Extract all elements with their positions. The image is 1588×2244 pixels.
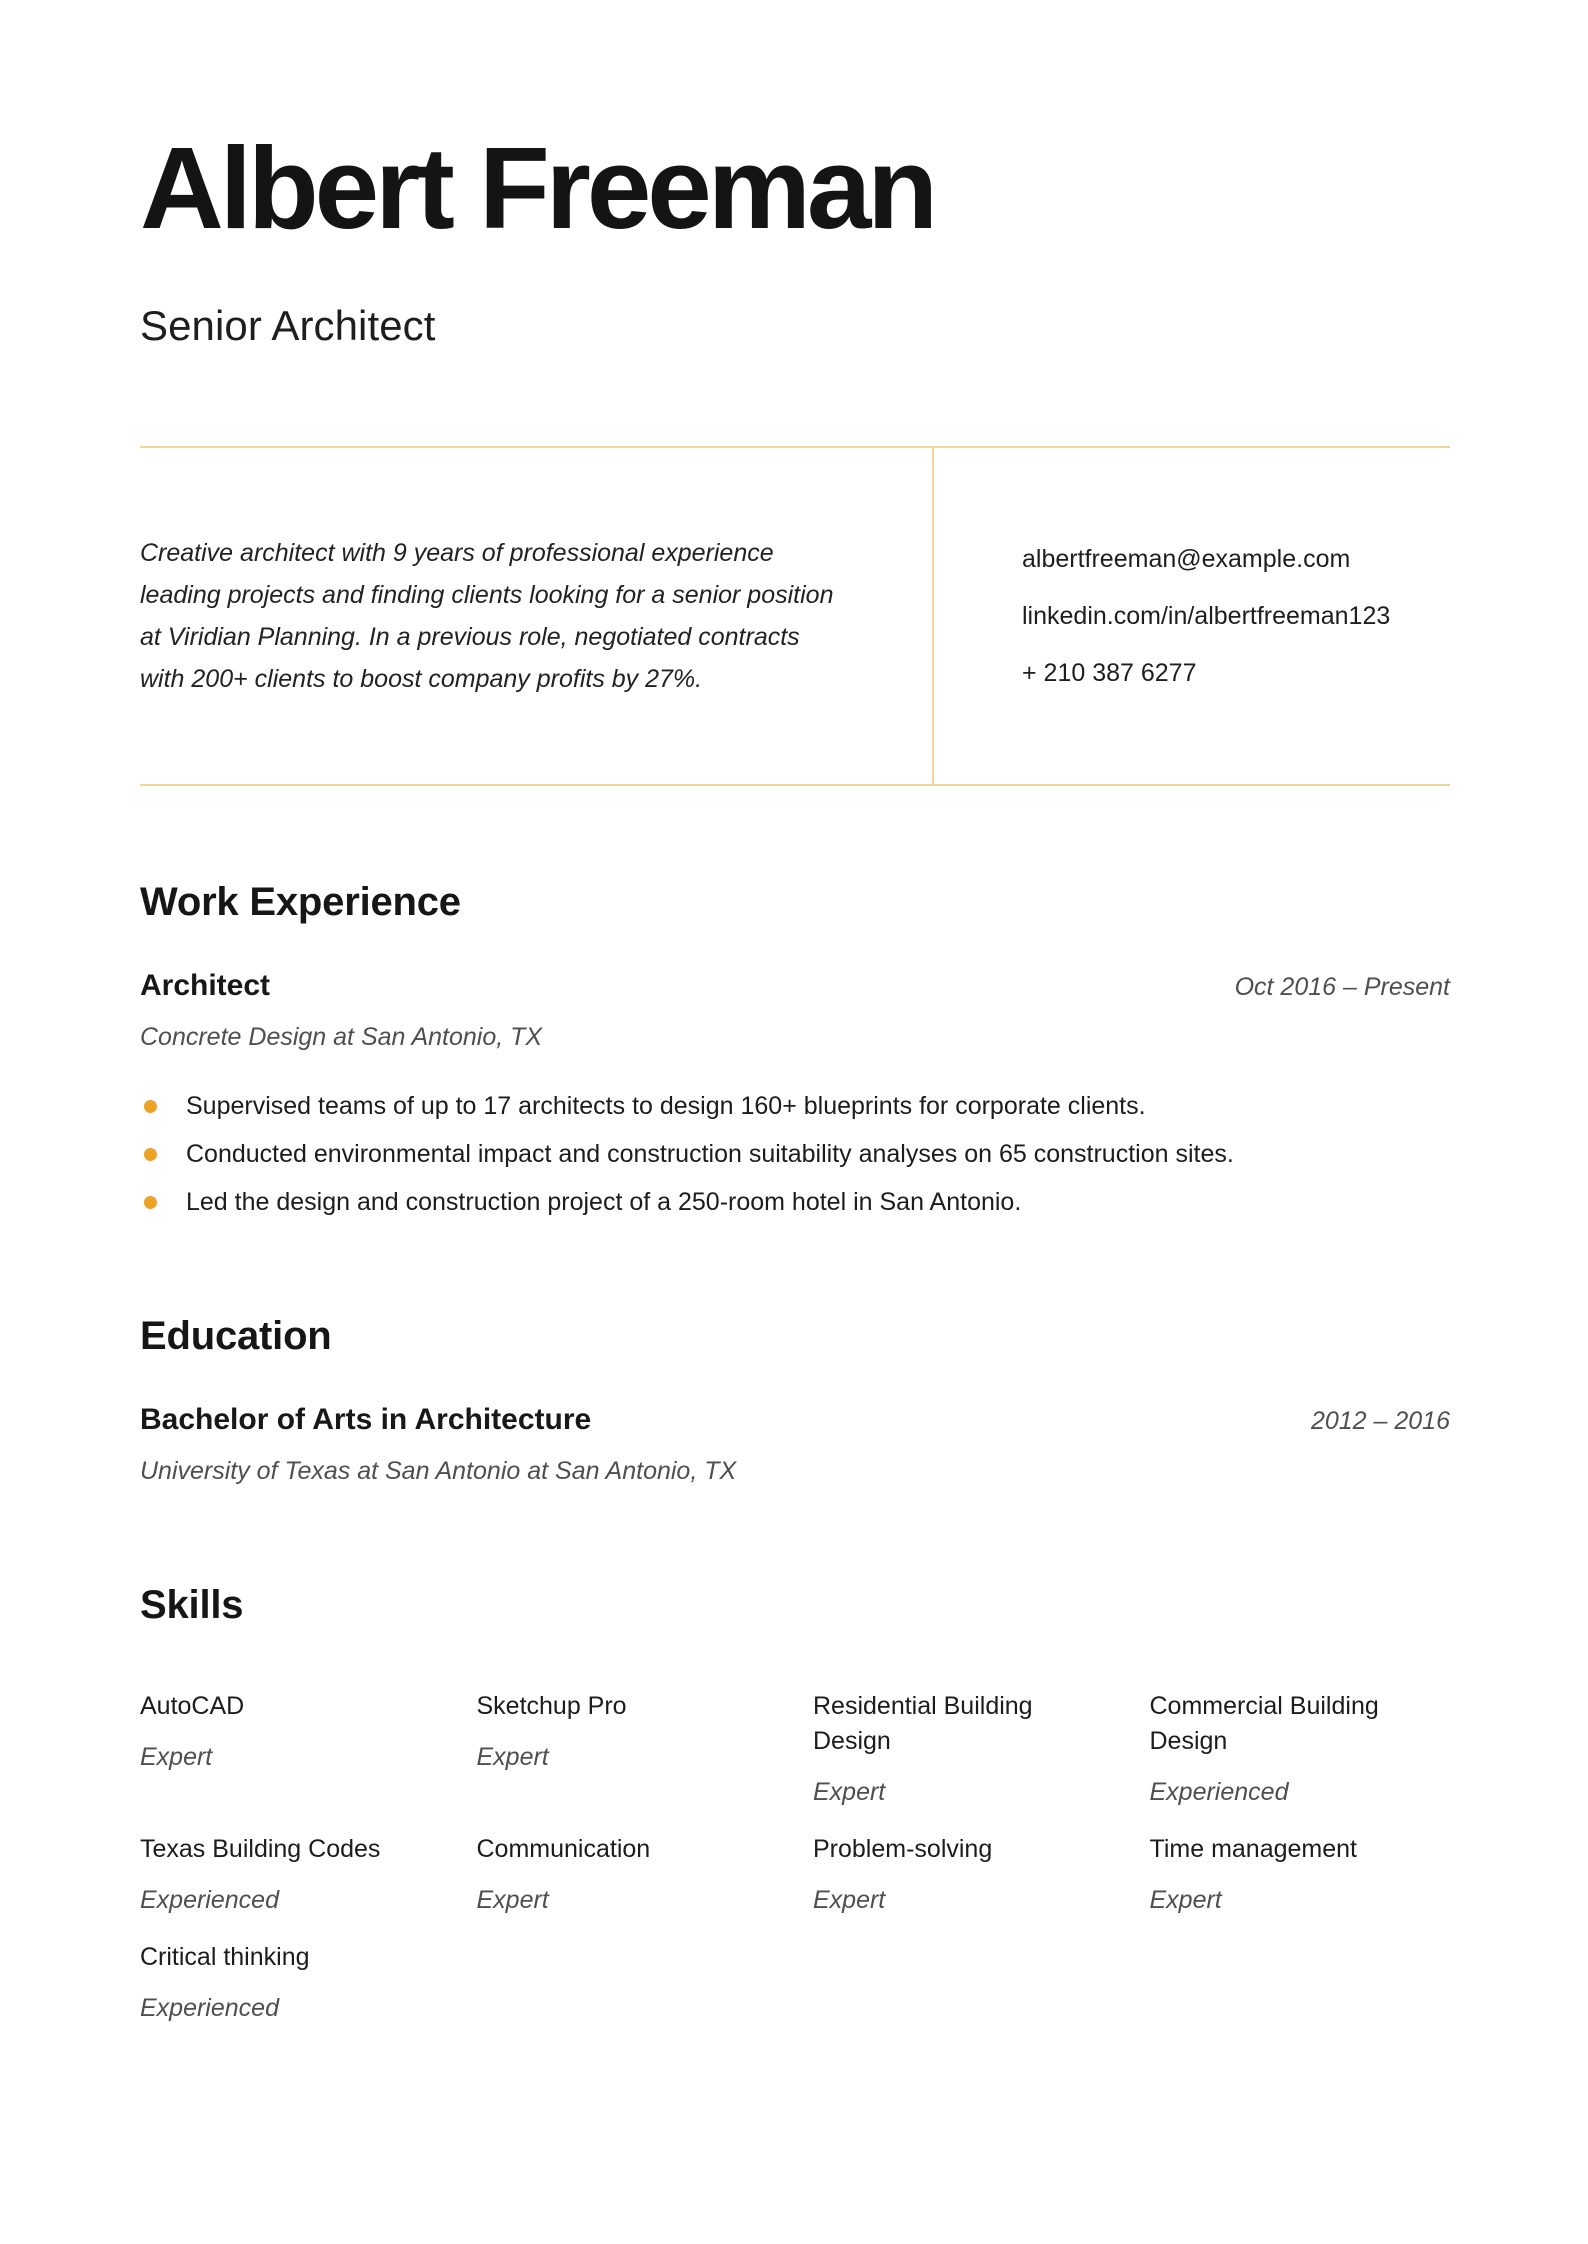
skill-name: Time management (1149, 1835, 1357, 1863)
education-dates: 2012 – 2016 (1310, 1407, 1450, 1435)
skill-level: Experienced (140, 1886, 279, 1914)
skill-level: Expert (140, 1743, 213, 1771)
skill-level: Expert (813, 1886, 886, 1914)
contact-email: albertfreeman@example.com (1022, 544, 1351, 573)
bullet-icon (144, 1196, 157, 1209)
work-bullet-text: Led the design and construction project of a 250-room hotel in San Antonio. (186, 1188, 1022, 1216)
work-bullet-text: Supervised teams of up to 17 architects to design 160+ blueprints for corporate clients. (186, 1092, 1146, 1120)
education-entry-header (140, 1402, 1450, 1438)
work-entry (140, 968, 1450, 1220)
work-bullet-item (140, 1089, 1450, 1124)
education-entry (140, 1402, 1450, 1489)
work-entry-header (140, 968, 1450, 1004)
education-section-title: Education (140, 1314, 332, 1358)
skill-item (477, 1689, 778, 1810)
education-school: University of Texas at San Antonio at San Antonio, TX (140, 1457, 737, 1485)
contact-column (934, 448, 1450, 784)
work-bullet-item (140, 1137, 1450, 1172)
skill-item (140, 1832, 441, 1918)
candidate-name: Albert Freeman (140, 123, 935, 253)
skill-level: Experienced (140, 1994, 279, 2022)
skill-item (477, 1832, 778, 1918)
work-entry-title: Architect (140, 969, 271, 1002)
work-section-title: Work Experience (140, 880, 461, 924)
skill-name: Texas Building Codes (140, 1835, 381, 1863)
skill-item (813, 1689, 1114, 1810)
skill-item (1150, 1689, 1451, 1810)
skill-name: Commercial Building Design (1149, 1692, 1379, 1755)
work-entry-dates: Oct 2016 – Present (1234, 973, 1450, 1001)
skill-level: Expert (476, 1886, 549, 1914)
skill-level: Experienced (1149, 1778, 1289, 1806)
profile-band (140, 446, 1450, 786)
skill-level: Expert (476, 1743, 549, 1771)
skill-item (1150, 1832, 1451, 1918)
work-bullet-item (140, 1185, 1450, 1220)
skills-grid (140, 1689, 1450, 2026)
work-entry-company: Concrete Design at San Antonio, TX (140, 1023, 543, 1051)
skill-name: Sketchup Pro (476, 1692, 627, 1720)
skill-name: Critical thinking (140, 1943, 310, 1971)
skill-item (140, 1940, 441, 2026)
summary-column (140, 448, 932, 784)
bullet-icon (144, 1100, 157, 1113)
work-bullet-list (140, 1089, 1450, 1220)
skill-level: Expert (1149, 1886, 1222, 1914)
skill-name: AutoCAD (140, 1692, 245, 1720)
section-skills (140, 1581, 1450, 2026)
bullet-icon (144, 1148, 157, 1161)
contact-linkedin: linkedin.com/in/albertfreeman123 (1022, 601, 1391, 630)
skill-name: Communication (476, 1835, 651, 1863)
skill-name: Residential Building Design (813, 1692, 1033, 1755)
skill-name: Problem-solving (813, 1835, 993, 1863)
education-degree: Bachelor of Arts in Architecture (140, 1403, 592, 1436)
skill-item (140, 1689, 441, 1810)
skill-item (813, 1832, 1114, 1918)
profile-summary: Creative architect with 9 years of professional experience leading projects and finding clients looking for a senior position at Viridian Planning. In a previous role, negotiated contracts with 200+ clients to boost company profits by 27%. (140, 539, 834, 693)
section-education (140, 1312, 1450, 1489)
section-work-experience (140, 878, 1450, 1220)
skill-level: Expert (813, 1778, 886, 1806)
work-bullet-text: Conducted environmental impact and construction suitability analyses on 65 construction sites. (186, 1140, 1234, 1168)
contact-phone: + 210 387 6277 (1022, 658, 1197, 687)
skills-section-title: Skills (140, 1583, 244, 1627)
candidate-job-title: Senior Architect (140, 302, 436, 349)
